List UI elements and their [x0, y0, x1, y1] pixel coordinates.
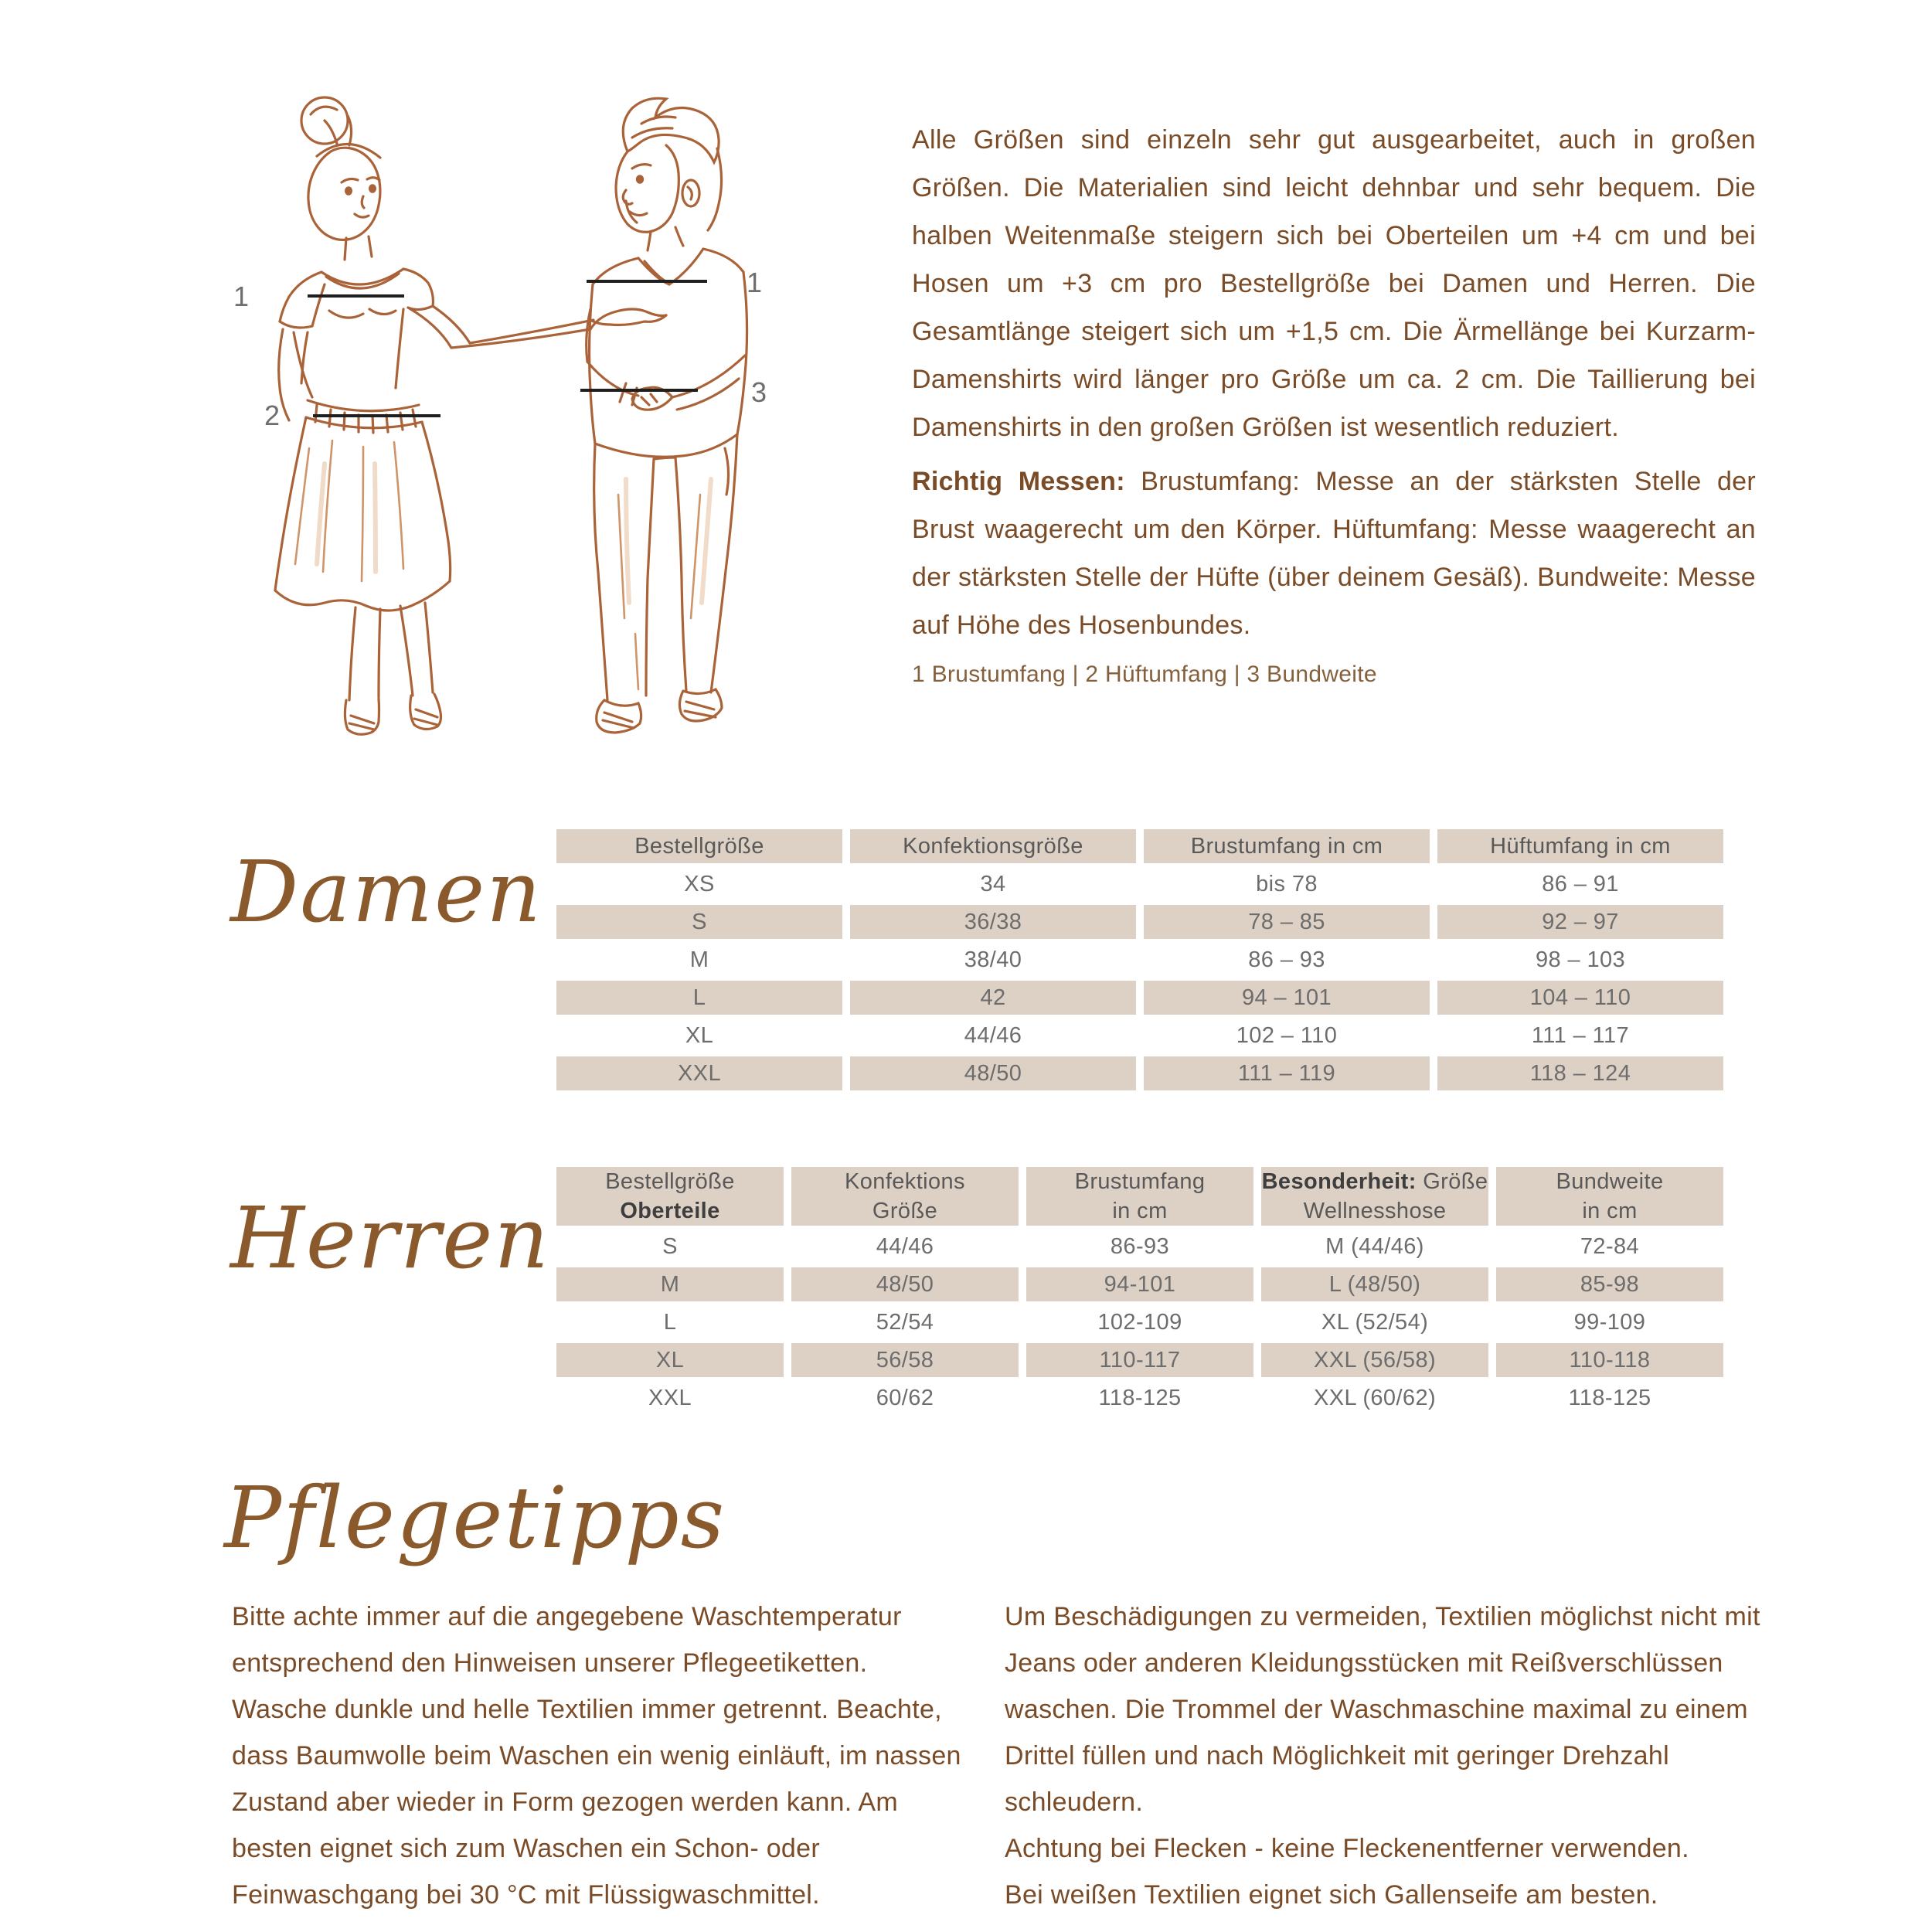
table-row [556, 867, 1723, 901]
column-header [1026, 1167, 1253, 1226]
table-cell: 56/58 [791, 1343, 1019, 1377]
table-row [556, 943, 1723, 977]
woman-hip-number: 2 [264, 400, 281, 431]
table-cell: 102-109 [1097, 1309, 1182, 1335]
table-row [556, 1019, 1723, 1053]
table-cell: 86-93 [1110, 1233, 1170, 1259]
column-header [556, 1167, 784, 1226]
header-bold-label: Besonderheit: [1261, 1169, 1417, 1194]
table-cell: 110-117 [1026, 1343, 1253, 1377]
man-figure [587, 98, 747, 733]
table-cell: S [556, 905, 842, 939]
table-row [556, 1056, 1723, 1090]
table-cell: M [556, 1267, 784, 1301]
table-cell: 52/54 [876, 1309, 934, 1335]
table-cell: 118 – 124 [1437, 1056, 1723, 1090]
table-cell: 92 – 97 [1437, 905, 1723, 939]
intro-paragraph: Alle Größen sind einzeln sehr gut ausgearbeitet, auch in großen Größen. Die Materialien sind leicht dehnbar und sehr bequem. Die halben Weitenmaße steigern sich bei Oberteilen um +4 cm und bei Hosen um +3 cm pro Bestellgröße bei Damen und Herren. Die Gesamtlänge steigert sich um +1,5 cm. Die Ärmellänge bei Kurzarm-Damenshirts wird länger pro Größe um ca. 2 cm. Die Taillierung bei Damenshirts in den großen Größen ist wesentlich reduziert. [912, 125, 1756, 442]
table-cell: 78 – 85 [1144, 905, 1430, 939]
measuring-text: Brustumfang: Messe an der stärksten Stelle der Brust waagerecht um den Körper. Hüftumfang: Messe waagerecht an der stärksten Stelle der Hüfte (über deinem Gesäß). Bundweite: Messe auf Höhe des Hosenbundes. [912, 467, 1756, 640]
table-row [556, 1267, 1723, 1301]
table-cell: 42 [850, 981, 1136, 1015]
table-cell: 102 – 110 [1236, 1022, 1338, 1048]
table-cell: 48/50 [791, 1267, 1019, 1301]
man-chest-number: 1 [747, 267, 763, 298]
herren-size-table [549, 1163, 1731, 1419]
table-cell: M [689, 947, 709, 972]
measurement-lines [308, 281, 707, 416]
table-cell: S [662, 1233, 678, 1259]
table-cell: 98 – 103 [1535, 947, 1626, 972]
header-line: Bundweite [1556, 1169, 1664, 1194]
pflegetipps-heading: Pflegetipps [224, 1468, 726, 1567]
measurement-legend: 1 Brustumfang | 2 Hüftumfang | 3 Bundweite [912, 662, 1377, 687]
table-cell: 86 – 93 [1248, 947, 1325, 972]
table-cell: L [556, 981, 842, 1015]
measuring-lead: Richtig Messen: [912, 467, 1125, 496]
table-row [556, 1381, 1723, 1415]
header-line: Konfektions [845, 1169, 965, 1194]
table-cell: 99-109 [1573, 1309, 1646, 1335]
care-paragraph: Achtung bei Flecken - keine Fleckenentferner verwenden. [1005, 1834, 1689, 1863]
table-cell: 118-125 [1568, 1385, 1651, 1410]
header-rest: Größe [1416, 1169, 1488, 1194]
header-line: Wellnesshose [1303, 1199, 1447, 1223]
header-line: Brustumfang [1074, 1169, 1206, 1194]
table-cell: 34 [980, 871, 1006, 896]
table-cell: XXL [556, 1056, 842, 1090]
table-cell: 110-118 [1496, 1343, 1723, 1377]
header-line: in cm [1112, 1199, 1168, 1223]
column-header [1496, 1167, 1723, 1226]
table-cell: M (44/46) [1325, 1233, 1424, 1259]
table-cell: XL (52/54) [1321, 1309, 1429, 1335]
table-cell: 36/38 [850, 905, 1136, 939]
table-cell: 44/46 [876, 1233, 934, 1259]
column-header: Hüftumfang in cm [1437, 829, 1723, 863]
table-cell: 118-125 [1098, 1385, 1182, 1410]
table-cell: L (48/50) [1261, 1267, 1488, 1301]
table-cell: 86 – 91 [1542, 871, 1619, 896]
table-row [556, 1230, 1723, 1264]
table-cell: 111 – 119 [1144, 1056, 1430, 1090]
measuring-illustration [209, 77, 819, 788]
care-paragraph: Bei weißen Textilien eignet sich Gallenseife am besten. [1005, 1880, 1658, 1910]
herren-heading: Herren [230, 1189, 551, 1287]
table-cell: 44/46 [964, 1022, 1022, 1048]
care-text-right [1005, 1594, 1766, 1918]
header-line: Größe [872, 1199, 938, 1223]
table-cell: XXL [648, 1385, 692, 1410]
table-cell: 72-84 [1580, 1233, 1640, 1259]
care-text-left: Bitte achte immer auf die angegebene Waschtemperatur entsprechend den Hinweisen unserer Pflegeetiketten. Wasche dunkle und helle Textilien immer getrennt. Beachte, dass Baumwolle beim Waschen ein wenig einläuft, im nassen Zustand aber wieder in Form gezogen werden kann. Am besten eignet sich zum Waschen ein Schon- oder Feinwaschgang bei 30 °C mit Flüssigwaschmittel. [232, 1602, 961, 1910]
header-line [1261, 1167, 1488, 1196]
table-cell: 38/40 [964, 947, 1022, 972]
column-header: Bestellgröße [556, 829, 842, 863]
table-cell: 104 – 110 [1437, 981, 1723, 1015]
damen-size-table [549, 825, 1731, 1094]
measuring-paragraph [912, 457, 1756, 649]
column-header [791, 1167, 1019, 1226]
table-row [556, 905, 1723, 939]
header-line: in cm [1582, 1199, 1638, 1223]
table-cell: XS [684, 871, 715, 896]
header-line: Oberteile [620, 1199, 720, 1223]
man-waist-number: 3 [751, 376, 767, 408]
table-row [556, 981, 1723, 1015]
column-header [1261, 1167, 1488, 1226]
table-header-row [556, 1167, 1723, 1226]
table-cell: 94 – 101 [1144, 981, 1430, 1015]
header-line: Bestellgröße [605, 1169, 735, 1194]
column-header: Konfektionsgröße [850, 829, 1136, 863]
table-cell: XXL (60/62) [1313, 1385, 1437, 1410]
table-cell: 111 – 117 [1531, 1022, 1630, 1048]
woman-chest-number: 1 [233, 281, 250, 312]
table-cell: 48/50 [850, 1056, 1136, 1090]
table-cell: L [663, 1309, 677, 1335]
damen-heading: Damen [230, 842, 543, 941]
table-cell: bis 78 [1256, 871, 1318, 896]
table-cell: XXL (56/58) [1261, 1343, 1488, 1377]
table-cell: XL [685, 1022, 714, 1048]
table-row [556, 1343, 1723, 1377]
table-cell: 85-98 [1496, 1267, 1723, 1301]
woman-fold-lines [295, 440, 403, 581]
care-paragraph: Um Beschädigungen zu vermeiden, Textilien möglichst nicht mit Jeans oder anderen Kleidungsstücken mit Reißverschlüssen waschen. Die Trommel der Waschmaschine maximal zu einem Drittel füllen und nach Möglichkeit mit geringer Drehzahl schleudern. [1005, 1602, 1760, 1817]
table-cell: 60/62 [876, 1385, 934, 1410]
table-header-row [556, 829, 1723, 863]
table-row [556, 1305, 1723, 1339]
table-cell: 94-101 [1026, 1267, 1253, 1301]
table-cell: XL [556, 1343, 784, 1377]
column-header: Brustumfang in cm [1144, 829, 1430, 863]
